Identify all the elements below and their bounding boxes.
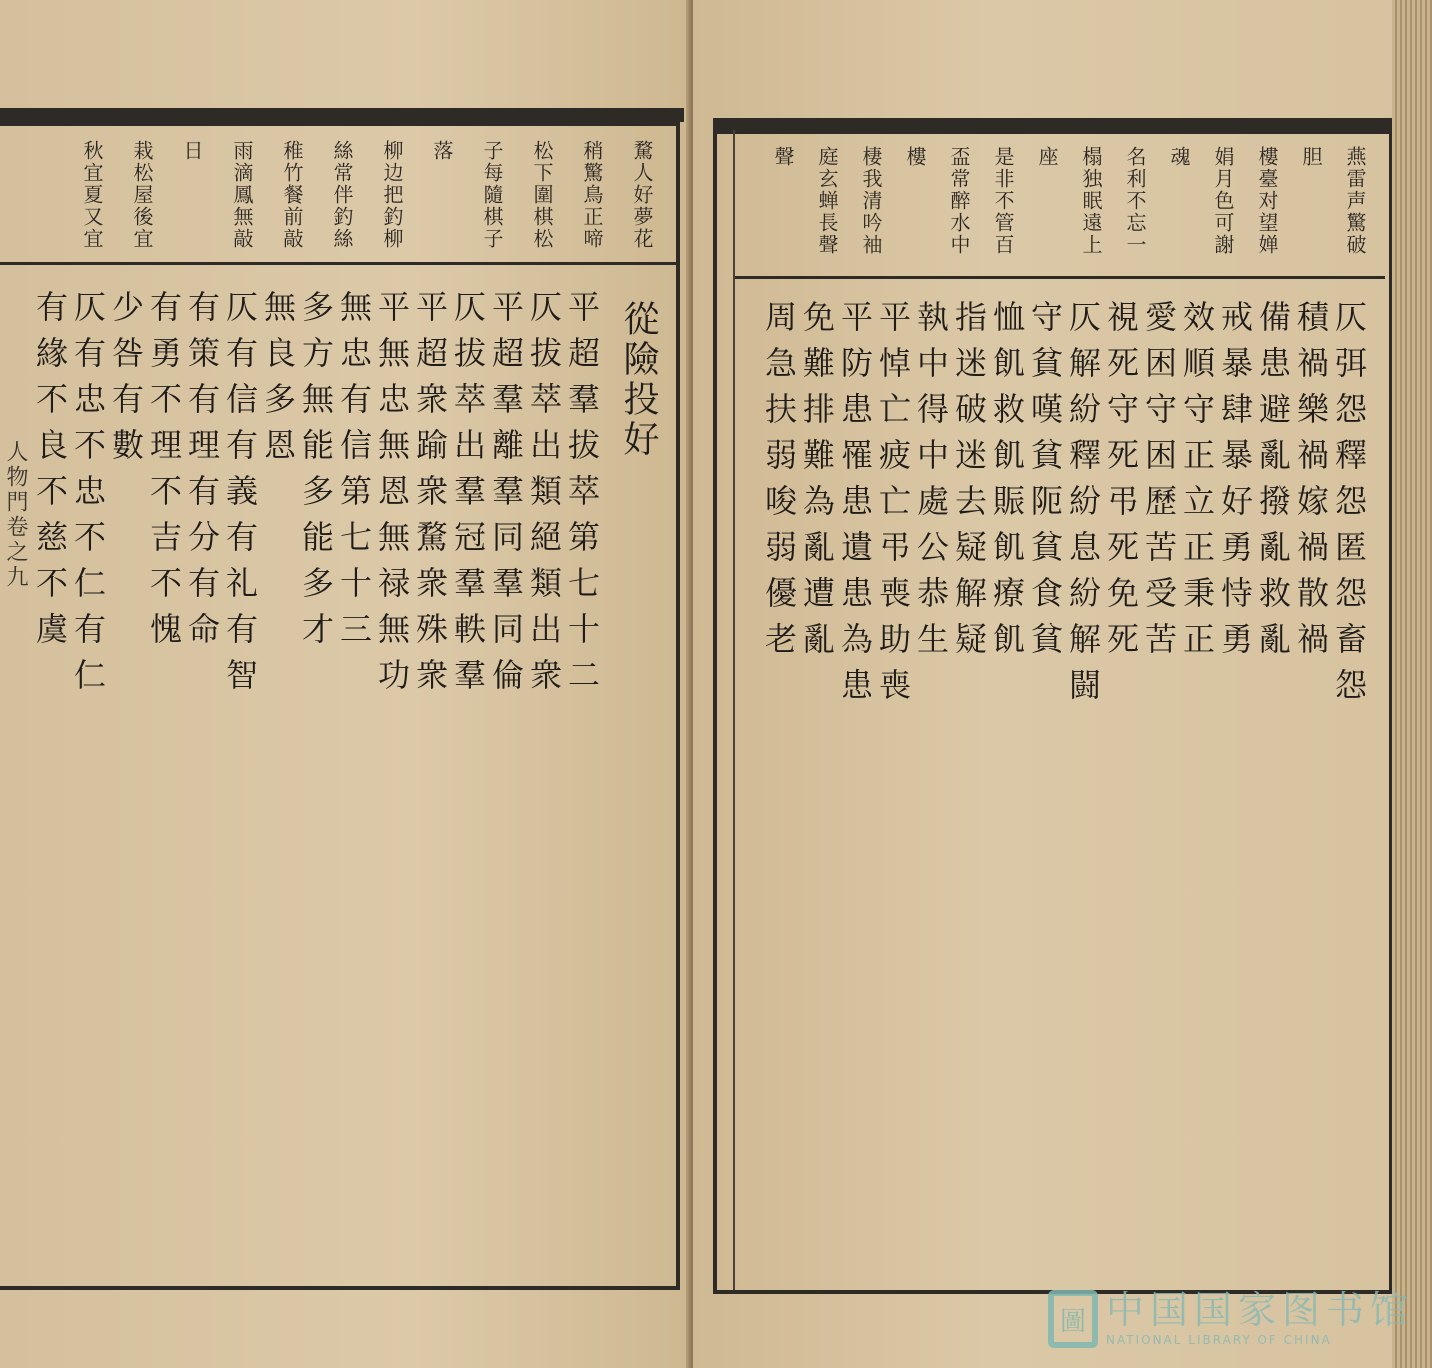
right-column-7: 仄解紛釋紛息紛解闘 xyxy=(1064,300,1102,714)
left-note-11: 秋宜夏又宜 xyxy=(80,140,104,250)
left-column-6: 無忠有信第七十三 xyxy=(335,290,373,658)
library-watermark xyxy=(1048,1290,1414,1348)
left-note-1: 稍驚鳥正啼 xyxy=(580,140,604,250)
right-note-0: 燕雷声驚破 xyxy=(1343,146,1367,256)
right-note-10: 樓 xyxy=(903,146,927,168)
left-page xyxy=(0,0,690,1368)
left-column-5: 平無忠無恩無禄無功 xyxy=(373,290,411,704)
right-column-15: 周急扶弱唆弱優老 xyxy=(760,300,798,668)
left-header-divider xyxy=(0,262,680,265)
right-note-13: 聲 xyxy=(771,146,795,168)
left-note-5: 柳边把釣柳 xyxy=(380,140,404,250)
left-folio: 人物門卷之九 xyxy=(3,440,28,590)
left-column-0: 平超羣拔萃第七十二 xyxy=(563,290,601,704)
left-note-9: 日 xyxy=(180,140,204,162)
left-column-14: 有緣不良不慈不虞 xyxy=(31,290,69,658)
right-column-8: 守貧嘆貧阨貧食貧 xyxy=(1026,300,1064,668)
right-column-2: 備患避亂撥亂救亂 xyxy=(1254,300,1292,668)
right-column-13: 平防患罹患遺患為患 xyxy=(836,300,874,714)
left-column-8: 無良多恩 xyxy=(259,290,297,474)
right-note-4: 魂 xyxy=(1167,146,1191,168)
right-column-11: 執中得中處公恭生 xyxy=(912,300,950,668)
left-note-8: 雨滴鳳無敲 xyxy=(230,140,254,250)
right-note-12: 庭玄蝉長聲 xyxy=(815,146,839,256)
watermark-cn: 中国国家图书馆 xyxy=(1106,1288,1415,1332)
left-heading-text: 從險投好 xyxy=(618,300,659,460)
left-note-2: 松下圍棋松 xyxy=(530,140,554,250)
right-column-9: 恤飢救飢賑飢療飢 xyxy=(988,300,1026,668)
left-column-11: 有勇不理不吉不愧 xyxy=(145,290,183,658)
left-note-6: 絲常伴釣絲 xyxy=(330,140,354,250)
left-note-4: 落 xyxy=(430,140,454,162)
left-column-12: 少咎有數 xyxy=(107,290,145,474)
library-seal-icon: 圖 xyxy=(1048,1290,1098,1348)
left-column-2: 平超羣離羣同羣同倫 xyxy=(487,290,525,704)
right-note-8: 是非不管百 xyxy=(991,146,1015,256)
right-page xyxy=(693,0,1432,1368)
left-note-0: 騖人好夢花 xyxy=(630,140,654,250)
left-column-4: 平超衆踰衆騖衆殊衆 xyxy=(411,290,449,704)
left-column-3: 仄拔萃出羣冠羣軼羣 xyxy=(449,290,487,704)
right-column-14: 免難排難為亂遭亂 xyxy=(798,300,836,668)
watermark-en: NATIONAL LIBRARY OF CHINA xyxy=(1106,1333,1332,1347)
left-note-7: 稚竹餐前敲 xyxy=(280,140,304,250)
right-note-9: 盃常醉水中 xyxy=(947,146,971,256)
right-note-3: 娟月色可謝 xyxy=(1211,146,1235,256)
right-header-divider xyxy=(733,276,1385,279)
right-column-6: 視死守死弔死免死 xyxy=(1102,300,1140,668)
right-inner-rule xyxy=(733,130,735,1290)
page-edges xyxy=(1392,0,1432,1368)
left-note-10: 栽松屋後宜 xyxy=(130,140,154,250)
right-column-4: 效順守正立正秉正 xyxy=(1178,300,1216,668)
left-note-3: 子每隨棋子 xyxy=(480,140,504,250)
left-column-1: 仄拔萃出類絕類出衆 xyxy=(525,290,563,704)
right-note-7: 座 xyxy=(1035,146,1059,168)
left-frame-top xyxy=(0,108,684,122)
left-column-10: 有策有理有分有命 xyxy=(183,290,221,658)
right-column-0: 仄弭怨釋怨匿怨畜怨 xyxy=(1330,300,1368,714)
left-column-7: 多方無能多能多才 xyxy=(297,290,335,658)
right-column-12: 平悼亡疲亡弔喪助喪 xyxy=(874,300,912,714)
right-column-5: 愛困守困歷苦受苦 xyxy=(1140,300,1178,668)
left-column-13: 仄有忠不忠不仁有仁 xyxy=(69,290,107,704)
right-column-3: 戒暴肆暴好勇恃勇 xyxy=(1216,300,1254,668)
right-column-1: 積禍樂禍嫁禍散禍 xyxy=(1292,300,1330,668)
right-note-11: 棲我清吟袖 xyxy=(859,146,883,256)
right-note-5: 名利不忘一 xyxy=(1123,146,1147,256)
right-note-1: 胆 xyxy=(1299,146,1323,168)
right-note-2: 樓臺对望婵 xyxy=(1255,146,1279,256)
right-note-6: 榻独眠遠上 xyxy=(1079,146,1103,256)
left-column-9: 仄有信有義有礼有智 xyxy=(221,290,259,704)
right-column-10: 指迷破迷去疑解疑 xyxy=(950,300,988,668)
